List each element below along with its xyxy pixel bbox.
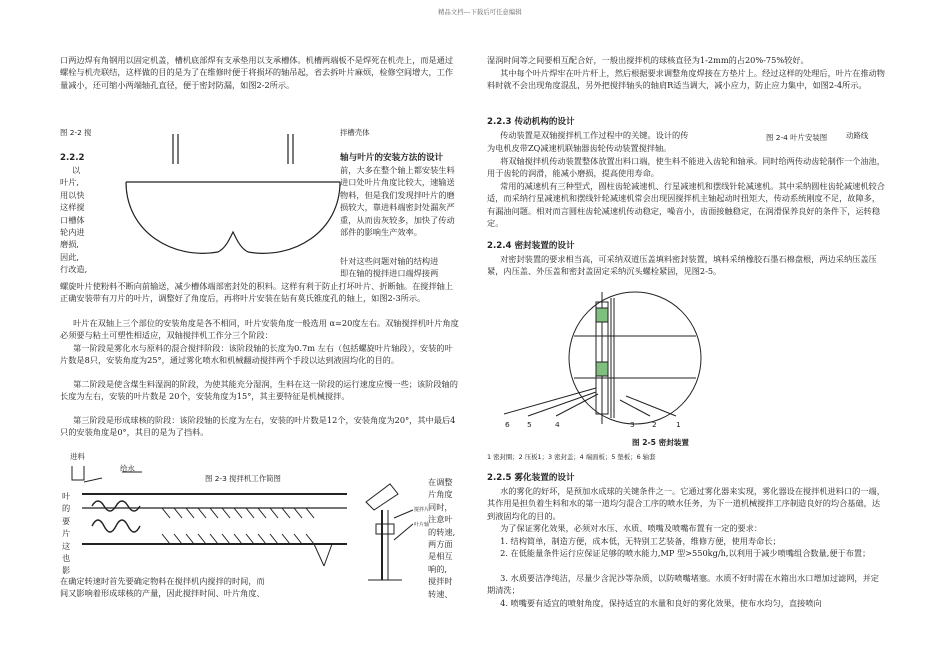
side-text-column: 在调整 片角度 同时， 注意叶 的转速, 两方面 是相互 响的, 搅拌时 转速、 [428, 477, 456, 599]
section-222-number: 2.2.2 [60, 153, 85, 163]
right-paragraph-6: 水的雾化的好坏，是预加水成球的关键条件之一。它通过雾化器来实现，雾化器设在搅拌机进料口的一端，其作用是担负着生料和水的第一道均匀混合工序的喷水任务，为下一道机械搅拌工序制造良好的均合基础，达到液固均化的目的。 [487, 486, 885, 521]
right-paragraph-3: 将双轴搅拌机传动装置整体放置出料口端，使生料不能进入齿轮和轴承。同时给两传动齿轮制作一个油池，用于齿轮的润滑，能减小磨损，提高使用寿命。 [487, 156, 885, 179]
fig24-caption: 图 2-4 叶片安装图 [766, 133, 828, 142]
fig23-blade-label-1: 搅拌片 [414, 507, 430, 513]
right-paragraph-1: 其中每个叶片焊牢在叶片杆上，然后根据要求调整角度焊接在方垫片上。经过这样的处理后，叶片在推动物料时就不会出现角度混乱，另外把搅拌轴头的轴肩R适当调大，减小应力，防止应力集中，如图2-4所示。 [487, 68, 885, 91]
fig25-num-4: 4 [555, 420, 560, 429]
section-225-title: 2.2.5 雾化装置的设计 [487, 473, 575, 483]
page-header: 精品文档---下载后可任意编辑 [438, 8, 522, 16]
fig25-num-3: 3 [630, 420, 635, 429]
fig25-num-5: 5 [527, 420, 532, 429]
right-text-line-3: 即在轴的搅拌进口端焊接两 [340, 268, 439, 278]
fig25-seal-drawing [500, 288, 700, 428]
right-text-line-2: 针对这些问题对轴的结构进 [340, 256, 439, 266]
right-text-column: 前，大多在整个轴上都安装生料进口处叶片角度比较大，速输送物料，但是我们发现拌叶片的磨损较大，靠进料端密封处漏灰严重，从而齿灰较多，加快了传动部件的影响生产效率。 [340, 165, 455, 238]
fig25-num-2: 2 [652, 420, 657, 429]
fig23-label-water: 给水 [120, 464, 135, 473]
intro-paragraph: 口两边焊有角钢用以固定机盖，槽机底部焊有支承垫用以支承槽体。机槽两端板不是焊死在机壳上，而是通过螺栓与机壳联结，这样做的目的是为了在维修时便于将损坏的轴吊起，省去拆叶片麻烦，检修空间增大，工作量减小，还可缩小两端轴孔直径，便于密封防漏，如图2-2所示。 [60, 55, 454, 90]
fig25-caption: 图 2-5 密封装置 [632, 438, 689, 447]
narrow-text-column: 以 叶片, 用以快 这样搅 口槽体 轮内进 磨损, 因此, 行改造, [60, 165, 88, 275]
right-paragraph-5: 对密封装置的要求相当高，可采纳双道压盖填料密封装置，填料采纳橡胶石墨石棉盘根，两边采纳压盖压紧，内压盖、外压盖和密封盖固定采纳沉头螺栓紧固，见图2-5。 [487, 254, 877, 277]
bottom-line-1: 在确定转速时首先要确定物料在搅拌机内搅拌的时间，而 [60, 576, 265, 586]
fig25-num-6: 6 [505, 420, 510, 429]
list-item-4: 4. 喷嘴要有适宜的喷射角度，保持适宜的水量和良好的雾化效果，使布水均匀，直接喷向 [500, 598, 822, 608]
right-paragraph-4: 常用的减速机有三种型式，圆柱齿轮减速机、行星减速机和摆线针轮减速机。其中采纳圆柱齿轮减速机较合适，而采纳行星减速机和摆线针轮减速机常会出现因搅拌机主轴起动时扭矩大，传动系统刚度不足，故障多，有漏油问题。相对而言圆柱齿轮减速机传动稳定，噪音小，齿面接触稳定，在润滑保养良好的条件下，运转稳定。 [487, 181, 885, 229]
section-224-title: 2.2.4 密封装置的设计 [487, 241, 575, 251]
fig22-caption-a: 图 2-2 搅 [60, 128, 92, 137]
paragraph-e: 第三阶段是形成球核的阶段：该阶段轴的长度为左右，安装的叶片数是12个，安装角度为20°，其中最后4只的安装角度是0°，其目的是为了挡料。 [60, 415, 456, 438]
fig22-trough-drawing [118, 120, 348, 270]
fig24-caption-b: 动路线 [846, 131, 869, 140]
paragraph-c: 第一阶段是雾化水与原料的混合搅拌阶段：该阶段轴的长度为0.7m 左右（包括螺旋叶片轴段），安装的叶片数是8只，安装角度为25°，通过雾化喷水和机械翻动搅拌两个手段以达到液固均化的目的。 [60, 343, 453, 366]
right-paragraph-7: 为了保证雾化效果，必须对水压、水质、喷嘴及喷嘴布置有一定的要求： [500, 523, 763, 533]
section-223-title: 2.2.3 传动机构的设计 [487, 117, 575, 127]
right-paragraph-2b: 为电机皮带ZQ减速机联轴器齿轮传动装置搅拌轴。 [487, 143, 672, 153]
right-intro: 湿润时间等之间要相互配合好，一般出搅拌机的球核直径为1-2mm的占20%-75%较好。 [487, 55, 809, 65]
bottom-line-2: 间又影响着形成球核的产量，因此搅拌时间、叶片角度、 [60, 588, 265, 598]
vertical-text-column: 叶 的 要 片 这 也 影 [62, 491, 71, 576]
section-222-title: 轴与叶片的安装方法的设计 [340, 153, 444, 163]
list-item-2: 2. 在低能量条件运行应保证足够的喷水能力,MP 型>550kg/h,以利用于减少喷嘴组合数量,便于布置； [500, 548, 871, 558]
list-item-3: 3. 水质要洁净纯洁，尽量少含泥沙等杂质，以防喷嘴堵塞。水质不好时需在水箱出水口增加过滤网，并定期清洗； [487, 573, 879, 596]
fig23-blade-detail [358, 480, 428, 590]
fig23-caption: 图 2-3 搅拌机工作简图 [205, 474, 281, 483]
right-paragraph-2a: 传动装置是双轴搅拌机工作过程中的关键。设计的传 [500, 130, 689, 140]
paragraph-b: 叶片在双轴上三个部位的安装角度是各不相同，叶片安装角度一般选用 α=20度左右。双轴搅拌机叶片角度必须要与粘土可塑性相适应，双轴搅拌机工作分三个阶段： [60, 318, 459, 341]
fig25-num-1: 1 [676, 420, 681, 429]
fig23-mixer-diagram [62, 448, 352, 573]
paragraph-d: 第二阶段是使含煤生料湿润的阶段，为使其能充分湿润，生料在这一阶段的运行速度应慢一些；该阶段轴的长度为左右，安装的叶片数是 20个，安装角度为15°，其主要特征是机械搅拌。 [60, 379, 458, 402]
fig23-blade-label-2: 叶片轴 [414, 522, 430, 528]
paragraph-a: 螺旋叶片使粉料不断向前输送，减少槽体端部密封处的积料。这样有利于防止打坏叶片、折断轴。在搅拌轴上正确安装带有刀片的叶片，调整好了角度后，再将叶片安装在钻有莫氏锥度孔的轴上，如图2-3所示。 [60, 281, 454, 304]
fig25-legend: 1 密封圈；2 压板1；3 密封盖；4 端面板；5 垫板；6 轴套 [487, 453, 656, 461]
fig23-label-feed: 进料 [70, 452, 85, 461]
fig22-caption-b: 拌槽壳体 [340, 128, 370, 137]
list-item-1: 1. 结构简单，制造方便，成本低，无特别工艺装备，维修方便，使用寿命长； [500, 536, 781, 546]
